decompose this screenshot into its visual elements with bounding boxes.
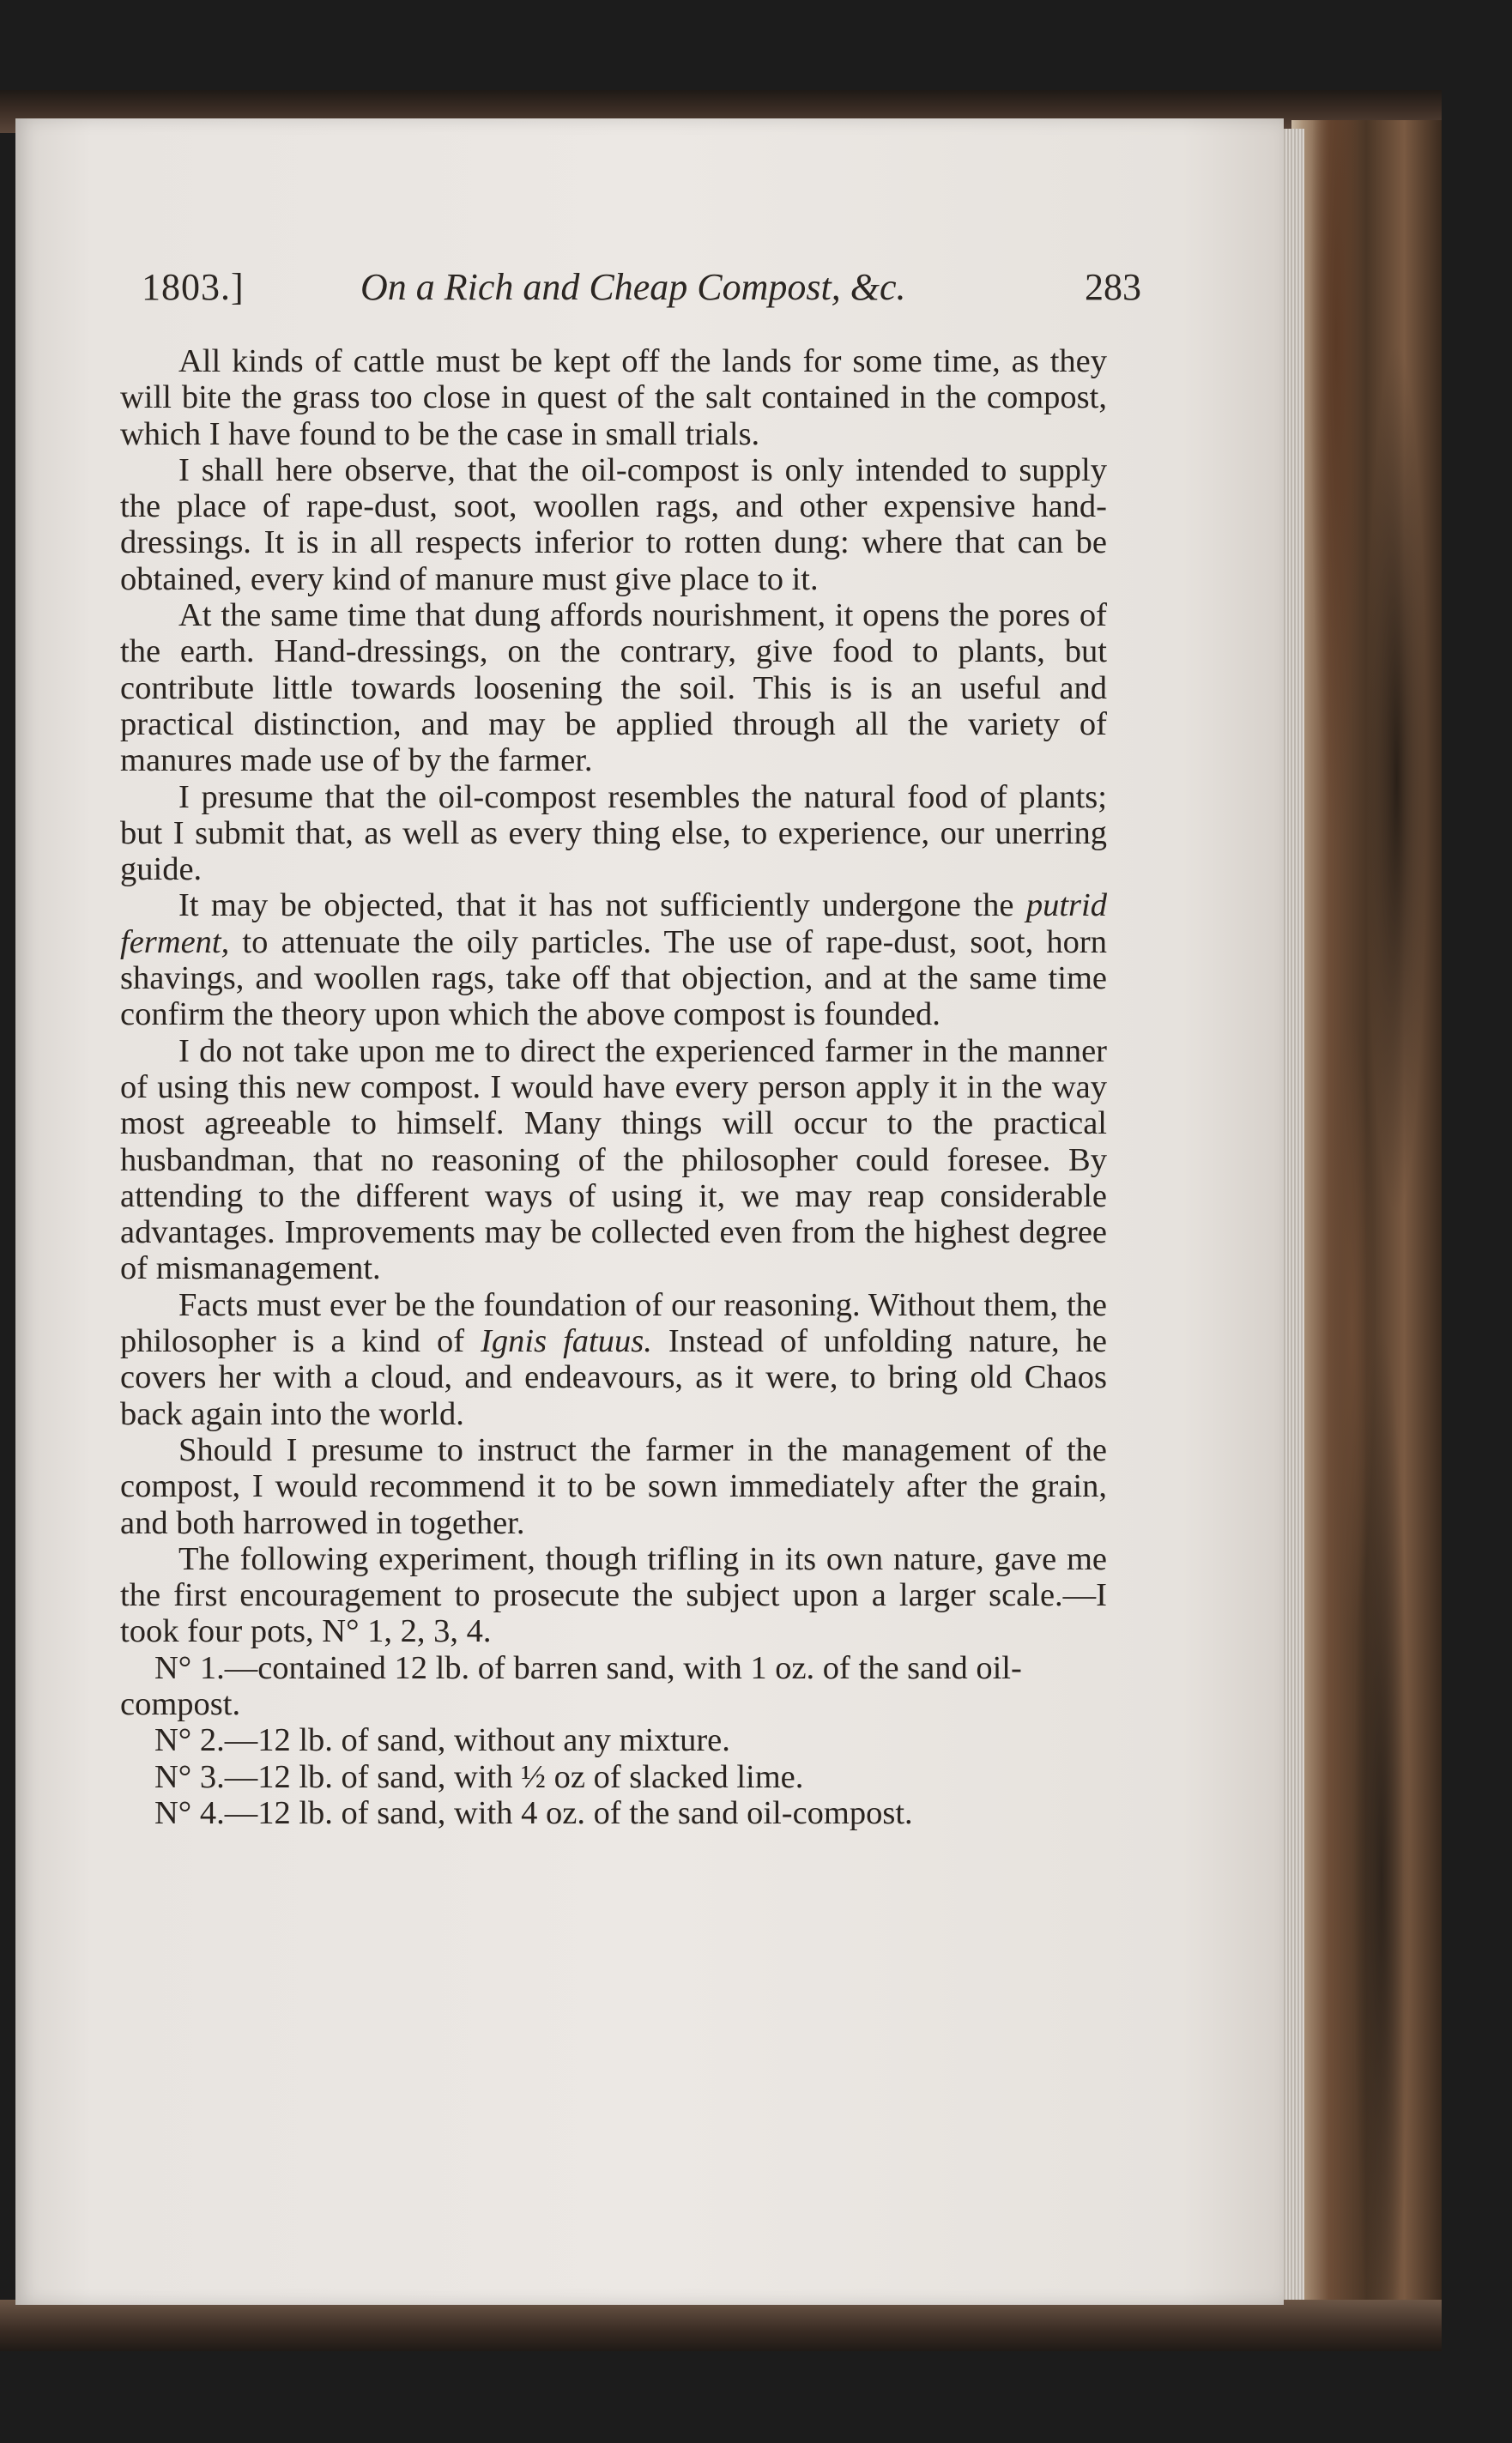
experiment-pot-1: N° 1.—contained 12 lb. of barren sand, with 1 oz. of the sand oil-compost. xyxy=(120,1649,1022,1722)
paragraph-management: Should I presume to instruct the farmer in the management of the compost, I would recommend it to be sown immediately after the grain, and both harrowed in together. xyxy=(120,1431,1107,1541)
paragraph-putrid-ferment xyxy=(120,887,1107,1032)
paragraph-oil-compost-purpose: I shall here observe, that the oil-compost is only intended to supply the place of rape-dust, soot, woollen rags, and other expensive hand-dressings. It is in all respects inferior to rotten dung: where that can be obtained, every kind of manure must give place to it. xyxy=(120,451,1107,597)
paragraph-natural-food: I presume that the oil-compost resembles the natural food of plants; but I submit that, as well as every thing else, to experience, our unerring guide. xyxy=(120,778,1107,888)
header-title: On a Rich and Cheap Compost, &c. xyxy=(360,266,906,308)
paragraph-using-compost: I do not take upon me to direct the experienced farmer in the manner of using this new compost. I would have every person apply it in the way most agreeable to himself. Many things will occur to the practical husbandman, that no reasoning of the philosopher could foresee. By attending to the different ways of using it, we may reap considerable advantages. Improvements may be collected even from the highest degree of mismanagement. xyxy=(120,1032,1107,1287)
running-header xyxy=(142,257,1141,317)
paragraph-facts xyxy=(120,1287,1107,1432)
italic-putrid-ferment: putrid ferment, xyxy=(120,887,1107,960)
paragraph-putrid-ferment-after: to attenuate the oily particles. The use of rape-dust, soot, horn shavings, and woollen rags, take off that objection, and at the same time confirm the theory upon which the above compost is founded. xyxy=(120,923,1107,1033)
page-number: 283 xyxy=(1085,266,1141,308)
marbled-cover-edge xyxy=(1291,120,1442,2317)
paragraph-cattle: All kinds of cattle must be kept off the lands for some time, as they will bite the grass too close in quest of the salt contained in the compost, which I have found to be the case in small trials. xyxy=(120,343,1107,452)
paragraph-experiment: The following experiment, though trifling in its own nature, gave me the first encouragement to prosecute the subject upon a larger scale.—I took four pots, N° 1, 2, 3, 4. xyxy=(120,1540,1107,1650)
paragraph-dung-vs-hand-dressings: At the same time that dung affords nourishment, it opens the pores of the earth. Hand-dressings, on the contrary, give food to plants, but contribute little towards loosening the soil. This is is an useful and practical distinction, and may be applied through all the variety of manures made use of by the farmer. xyxy=(120,597,1107,779)
italic-ignis-fatuus: Ignis fatuus. xyxy=(481,1323,652,1360)
experiment-pot-4: N° 4.—12 lb. of sand, with 4 oz. of the sand oil-compost. xyxy=(154,1794,913,1831)
experiment-pot-3: N° 3.—12 lb. of sand, with ½ oz of slacked lime. xyxy=(154,1758,804,1795)
page-body xyxy=(120,343,1107,1831)
book-bottom-edge xyxy=(0,2300,1442,2351)
header-year: 1803.] xyxy=(142,266,245,308)
paragraph-facts-before: Facts must ever be the foundation of our reasoning. Without them, the philosopher is a kind of xyxy=(120,1286,1107,1360)
paragraph-facts-after: Instead of unfolding nature, he covers her with a cloud, and endeavours, as it were, to bring old Chaos back again into the world. xyxy=(120,1323,1107,1432)
experiment-pot-2: N° 2.—12 lb. of sand, without any mixture. xyxy=(154,1722,730,1759)
paragraph-putrid-ferment-before: It may be objected, that it has not sufficiently undergone the xyxy=(178,887,1026,924)
